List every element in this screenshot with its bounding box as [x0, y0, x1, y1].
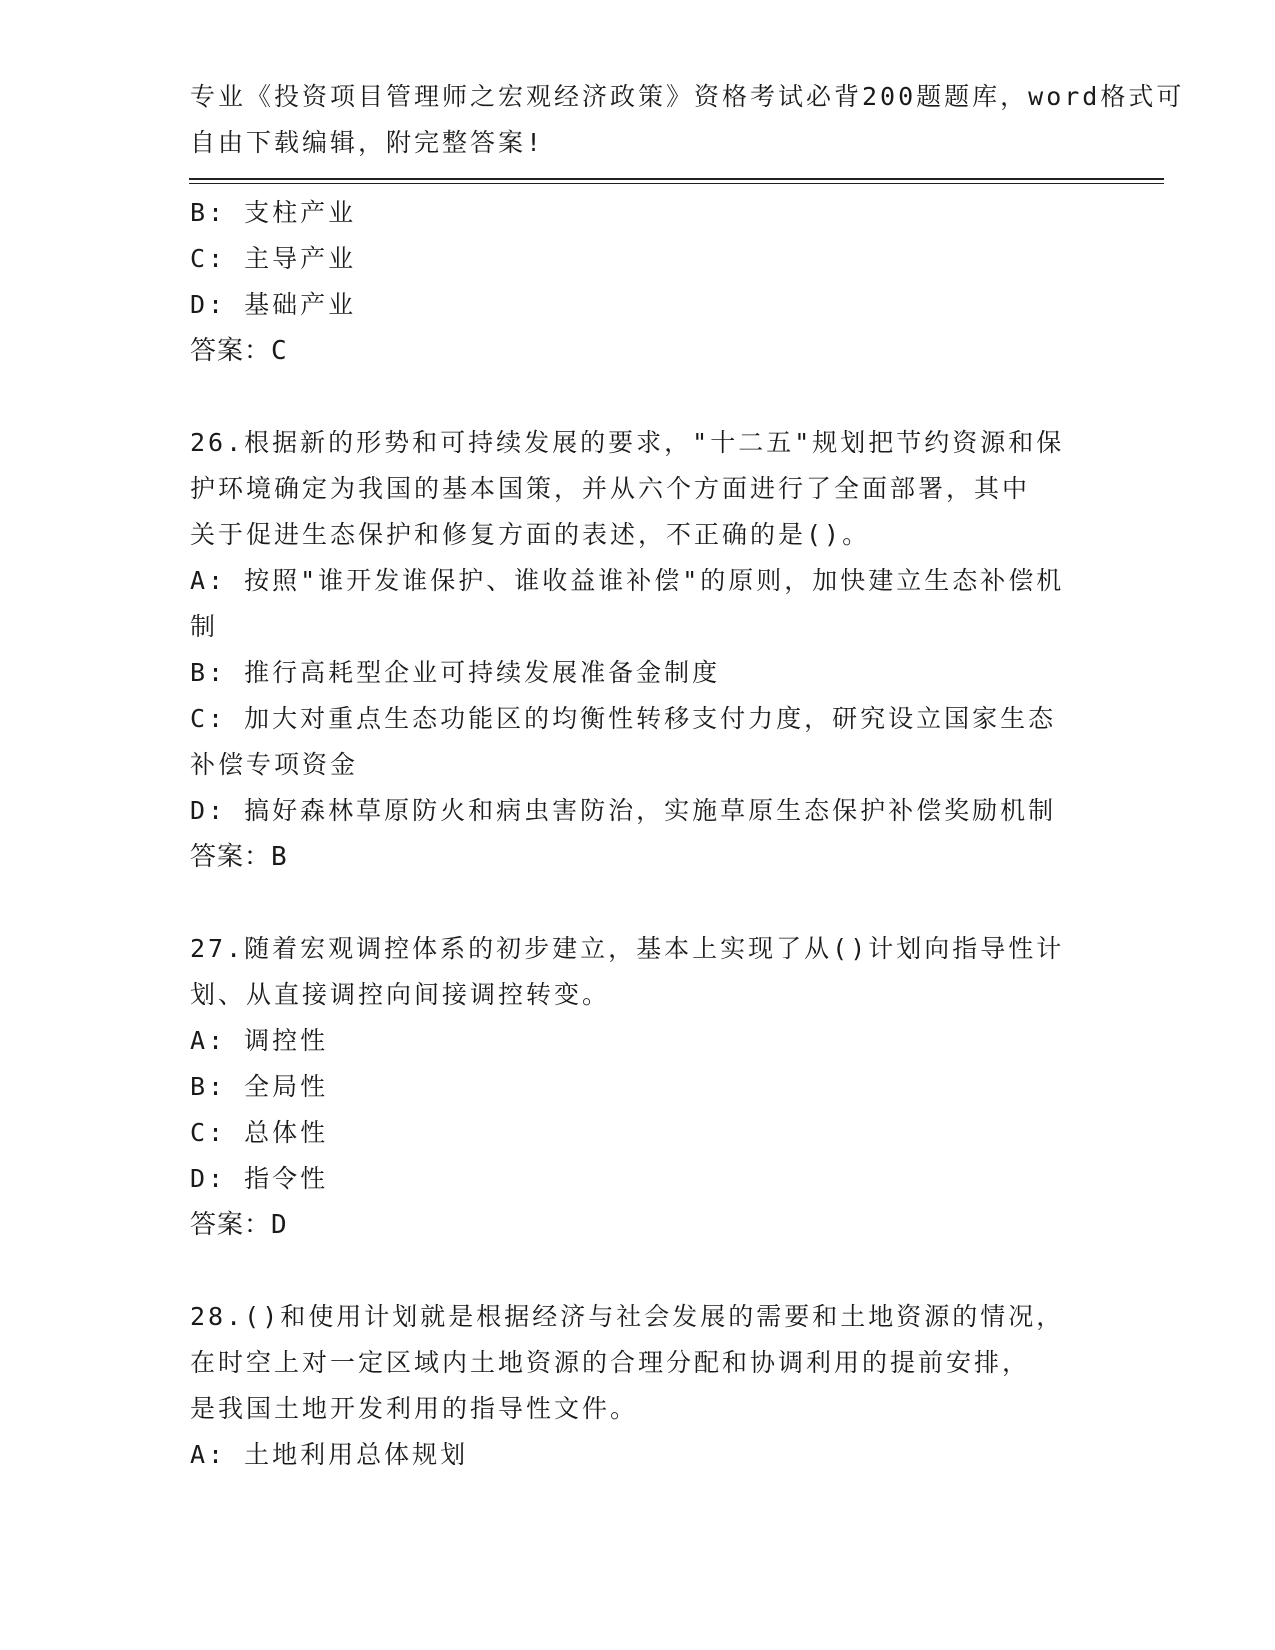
spacer	[190, 880, 1090, 926]
question-stem: 划、从直接调控向间接调控转变。	[190, 980, 611, 1009]
question-stem: 28.()和使用计划就是根据经济与社会发展的需要和土地资源的情况，	[190, 1302, 1065, 1331]
question-stem: 关于促进生态保护和修复方面的表述，不正确的是()。	[190, 520, 871, 549]
header-divider	[189, 183, 1164, 184]
option-a: A: 按照"谁开发谁保护、谁收益谁补偿"的原则，加快建立生态补偿机	[190, 566, 1065, 595]
header-line: 自由下载编辑，附完整答案!	[190, 128, 545, 157]
page-header	[190, 74, 1185, 166]
question-stem: 27.随着宏观调控体系的初步建立，基本上实现了从()计划向指导性计	[190, 934, 1065, 963]
question-27	[190, 926, 1090, 1248]
answer: 答案：C	[190, 336, 288, 366]
spacer	[190, 1248, 1090, 1294]
option-a: 制	[190, 612, 219, 641]
question-26	[190, 420, 1090, 880]
option-c: 补偿专项资金	[190, 750, 359, 779]
question-stem: 是我国土地开发利用的指导性文件。	[190, 1394, 639, 1423]
option-c: C: 主导产业	[190, 244, 357, 273]
option-c: C: 总体性	[190, 1118, 329, 1147]
question-25	[190, 190, 1090, 374]
option-a: A: 土地利用总体规划	[190, 1440, 469, 1469]
question-stem: 26.根据新的形势和可持续发展的要求，"十二五"规划把节约资源和保	[190, 428, 1065, 457]
question-stem: 护环境确定为我国的基本国策，并从六个方面进行了全面部署，其中	[190, 474, 1031, 503]
option-d: D: 指令性	[190, 1164, 329, 1193]
option-b: B: 推行高耗型企业可持续发展准备金制度	[190, 658, 721, 687]
spacer	[190, 374, 1090, 420]
header-line: 专业《投资项目管理师之宏观经济政策》资格考试必背200题题库，word格式可	[190, 82, 1185, 111]
answer: 答案：D	[190, 1210, 288, 1240]
option-b: B: 全局性	[190, 1072, 329, 1101]
question-stem: 在时空上对一定区域内土地资源的合理分配和协调利用的提前安排，	[190, 1348, 1031, 1377]
answer: 答案：B	[190, 842, 288, 872]
option-c: C: 加大对重点生态功能区的均衡性转移支付力度，研究设立国家生态	[190, 704, 1057, 733]
question-28	[190, 1294, 1090, 1478]
option-b: B: 支柱产业	[190, 198, 357, 227]
option-a: A: 调控性	[190, 1026, 329, 1055]
header-divider	[189, 178, 1164, 180]
option-d: D: 搞好森林草原防火和病虫害防治，实施草原生态保护补偿奖励机制	[190, 796, 1057, 825]
question-list	[190, 190, 1090, 1478]
option-d: D: 基础产业	[190, 290, 357, 319]
